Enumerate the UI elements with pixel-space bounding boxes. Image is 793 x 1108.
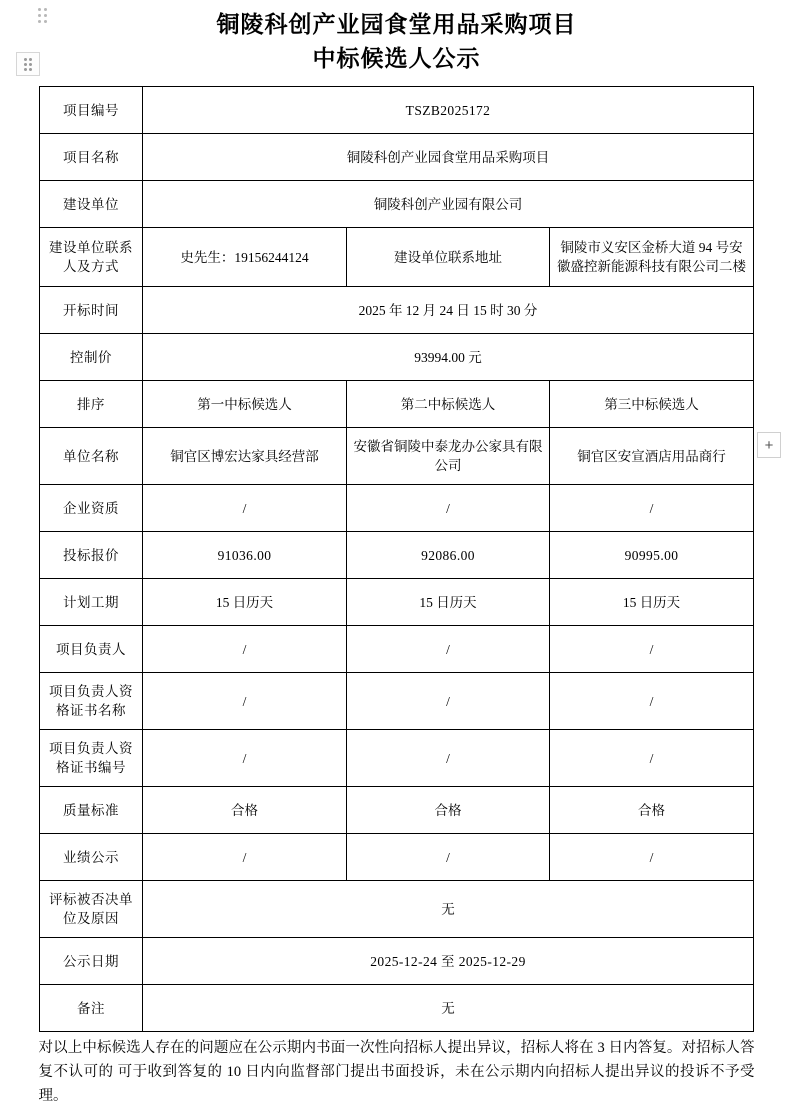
row-label-contact: 建设单位联系人及方式	[40, 228, 143, 287]
cell-bid-price-1: 91036.00	[143, 532, 347, 579]
row-label-publicity-date: 公示日期	[40, 938, 143, 985]
table-row	[40, 134, 754, 181]
cell-manager-cert-name-3: /	[550, 673, 754, 730]
cell-performance-2: /	[347, 834, 550, 881]
row-label-project-code: 项目编号	[40, 87, 143, 134]
page-title-line1: 铜陵科创产业园食堂用品采购项目	[216, 12, 577, 37]
row-label-contact-address: 建设单位联系地址	[347, 228, 550, 287]
row-value-control-price: 93994.00 元	[143, 334, 754, 381]
cell-project-manager-1: /	[143, 626, 347, 673]
cell-manager-cert-no-1: /	[143, 730, 347, 787]
bid-result-table	[39, 86, 754, 1032]
cell-qualification-2: /	[347, 485, 550, 532]
row-label-quality-standard: 质量标准	[40, 787, 143, 834]
table-row	[40, 938, 754, 985]
table-row	[40, 228, 754, 287]
cell-manager-cert-name-1: /	[143, 673, 347, 730]
cell-performance-3: /	[550, 834, 754, 881]
table-row	[40, 730, 754, 787]
footnote-text: 对以上中标候选人存在的问题应在公示期内书面一次性向招标人提出异议，招标人将在 3 日内答复。对招标人答复不认可的 可于收到答复的 10 日内向监督部门提出书面投诉，未在公示期内向招标人提出异议的投诉不予受理。	[38, 1040, 755, 1104]
cell-manager-cert-no-3: /	[550, 730, 754, 787]
table-row	[40, 428, 754, 485]
row-value-owner-unit: 铜陵科创产业园有限公司	[143, 181, 754, 228]
table-row	[40, 334, 754, 381]
table-row	[40, 579, 754, 626]
row-label-bid-open-time: 开标时间	[40, 287, 143, 334]
cell-quality-standard-3: 合格	[550, 787, 754, 834]
table-row	[40, 626, 754, 673]
row-value-contact-address: 铜陵市义安区金桥大道 94 号安徽盛控新能源科技有限公司二楼	[550, 228, 754, 287]
candidate-header-3: 第三中标候选人	[550, 381, 754, 428]
cell-performance-1: /	[143, 834, 347, 881]
cell-bid-price-2: 92086.00	[347, 532, 550, 579]
table-row	[40, 87, 754, 134]
row-label-rank: 排序	[40, 381, 143, 428]
row-label-manager-cert-name: 项目负责人资格证书名称	[40, 673, 143, 730]
table-row	[40, 287, 754, 334]
candidate-header-2: 第二中标候选人	[347, 381, 550, 428]
row-label-remark: 备注	[40, 985, 143, 1032]
table-row	[40, 881, 754, 938]
row-label-qualification: 企业资质	[40, 485, 143, 532]
cell-company-name-1: 铜官区博宏达家具经营部	[143, 428, 347, 485]
cell-duration-2: 15 日历天	[347, 579, 550, 626]
row-value-bid-open-time: 2025 年 12 月 24 日 15 时 30 分	[143, 287, 754, 334]
table-row	[40, 181, 754, 228]
row-label-control-price: 控制价	[40, 334, 143, 381]
cell-qualification-1: /	[143, 485, 347, 532]
row-value-project-name: 铜陵科创产业园食堂用品采购项目	[143, 134, 754, 181]
cell-qualification-3: /	[550, 485, 754, 532]
cell-duration-1: 15 日历天	[143, 579, 347, 626]
cell-project-manager-3: /	[550, 626, 754, 673]
cell-project-manager-2: /	[347, 626, 550, 673]
page-title-line2: 中标候选人公示	[312, 46, 481, 71]
row-value-publicity-date: 2025-12-24 至 2025-12-29	[143, 938, 754, 985]
table-row	[40, 787, 754, 834]
row-label-project-name: 项目名称	[40, 134, 143, 181]
row-label-duration: 计划工期	[40, 579, 143, 626]
row-label-manager-cert-no: 项目负责人资格证书编号	[40, 730, 143, 787]
row-label-veto: 评标被否决单位及原因	[40, 881, 143, 938]
cell-manager-cert-no-2: /	[347, 730, 550, 787]
cell-quality-standard-2: 合格	[347, 787, 550, 834]
row-label-owner-unit: 建设单位	[40, 181, 143, 228]
row-value-contact-person: 史先生：19156244124	[143, 228, 347, 287]
cell-company-name-2: 安徽省铜陵中泰龙办公家具有限公司	[347, 428, 550, 485]
table-row	[40, 532, 754, 579]
table-row	[40, 485, 754, 532]
cell-quality-standard-1: 合格	[143, 787, 347, 834]
row-label-bid-price: 投标报价	[40, 532, 143, 579]
candidate-header-1: 第一中标候选人	[143, 381, 347, 428]
table-row	[40, 673, 754, 730]
table-row	[40, 985, 754, 1032]
cell-bid-price-3: 90995.00	[550, 532, 754, 579]
expand-button[interactable]: +	[757, 432, 781, 458]
row-label-company-name: 单位名称	[40, 428, 143, 485]
row-value-project-code: TSZB2025172	[143, 87, 754, 134]
row-label-performance: 业绩公示	[40, 834, 143, 881]
row-label-project-manager: 项目负责人	[40, 626, 143, 673]
page-title	[0, 0, 793, 76]
table-row-header	[40, 381, 754, 428]
row-value-remark: 无	[143, 985, 754, 1032]
row-value-veto: 无	[143, 881, 754, 938]
cell-manager-cert-name-2: /	[347, 673, 550, 730]
table-row	[40, 834, 754, 881]
cell-duration-3: 15 日历天	[550, 579, 754, 626]
cell-company-name-3: 铜官区安宣酒店用品商行	[550, 428, 754, 485]
